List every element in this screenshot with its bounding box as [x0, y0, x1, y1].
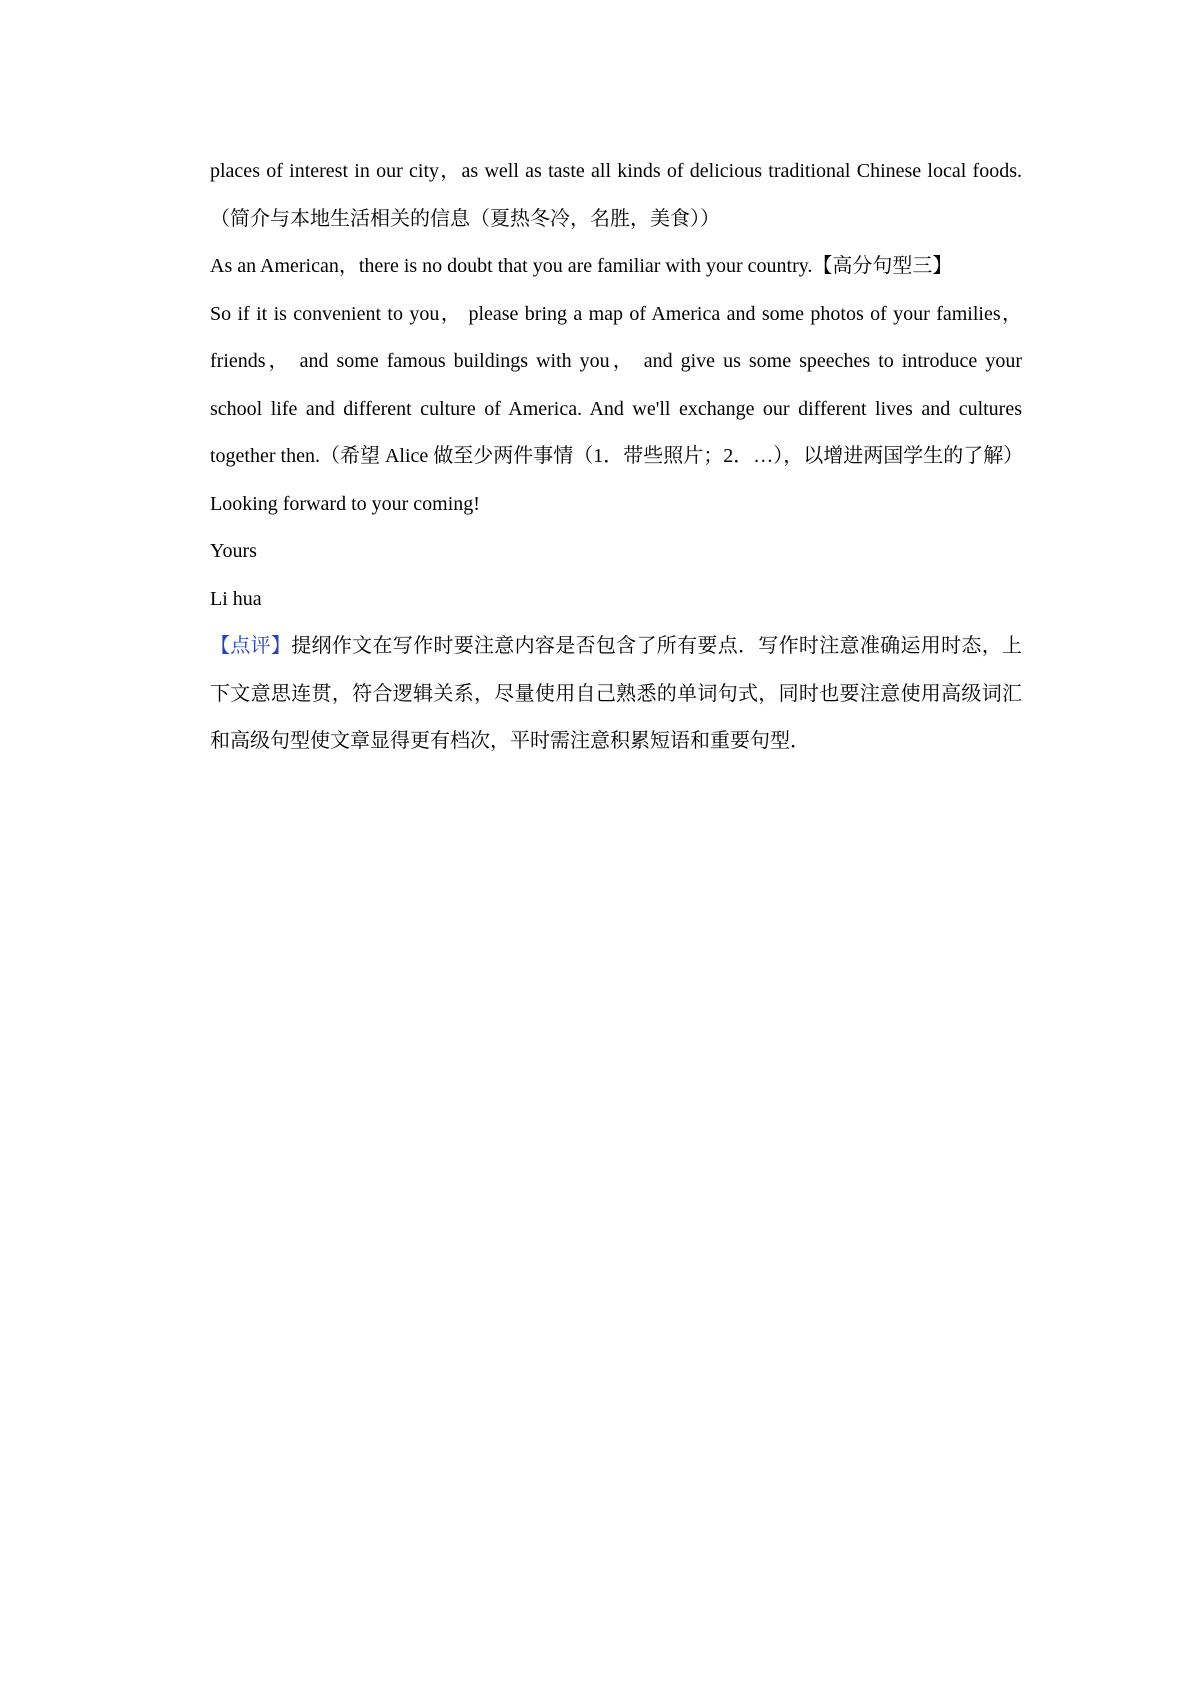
comment-text: 提纲作文在写作时要注意内容是否包含了所有要点．写作时注意准确运用时态，上下文意思连贯，符合逻辑关系，尽量使用自己熟悉的单词句式，同时也要注意使用高级词汇和高级句型使文章显得更有档次，平时需注意积累短语和重要句型． [210, 635, 1023, 752]
document-body [210, 148, 1022, 766]
comment-label: 【点评】 [210, 635, 292, 657]
paragraph-closing: Looking forward to your coming! [210, 492, 480, 515]
paragraph-local-life: places of interest in our city，as well as taste all kinds of delicious traditional Chinese local foods.（简介与本地生活相关的信息（夏热冬冷，名胜，美食）） [210, 160, 1022, 230]
paragraph-signoff: Yours [210, 540, 257, 562]
paragraph-request: So if it is convenient to you， please bring a map of America and some photos of your families， friends， and some famous buildings with you， and give us some speeches to introduce your school life and different culture of America. And we'll exchange our different lives and cultures together then.（希望 Alice 做至少两件事情（1．带些照片；2．…），以增进两国学生的了解） [210, 302, 1024, 467]
paragraph-signature: Li hua [210, 587, 262, 610]
comment-paragraph [210, 623, 1022, 766]
paragraph-american: As an American，there is no doubt that you are familiar with your country.【高分句型三】 [210, 255, 953, 277]
